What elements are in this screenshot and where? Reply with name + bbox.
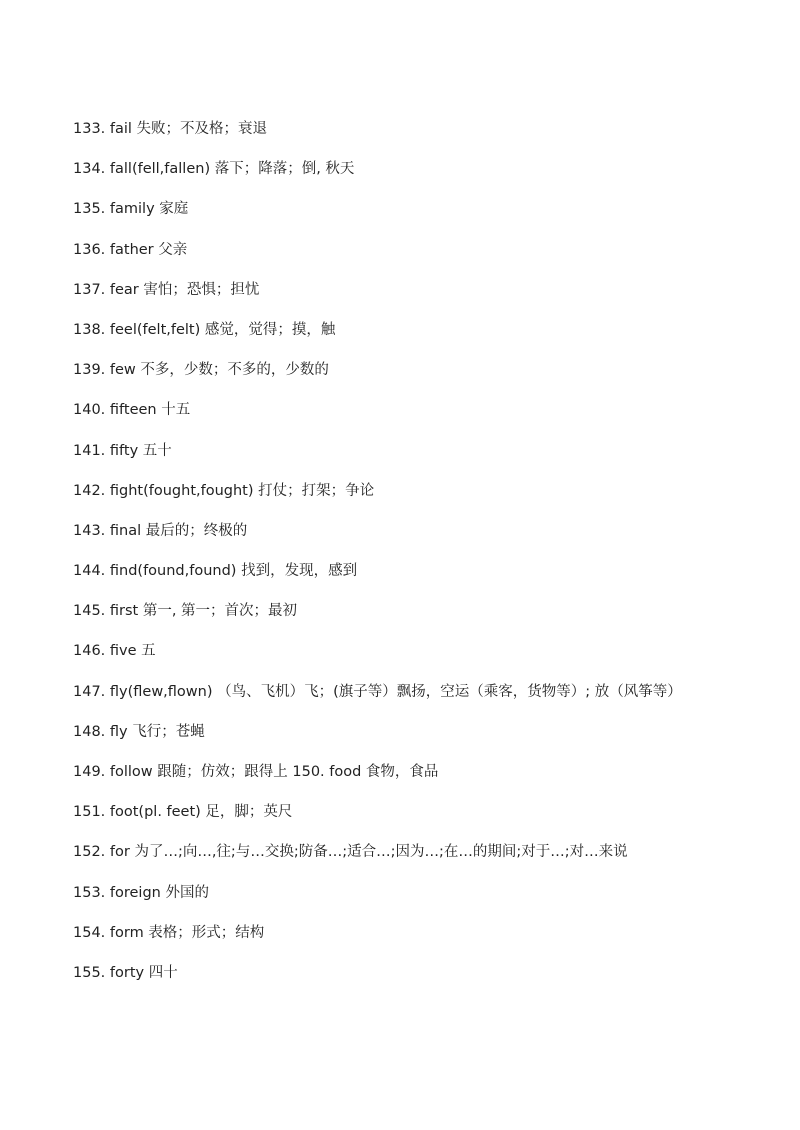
- vocabulary-entry: 155. forty 四十: [73, 964, 178, 981]
- vocabulary-entry: 145. first 第一, 第一；首次；最初: [73, 603, 298, 620]
- vocabulary-entry: 149. follow 跟随；仿效；跟得上 150. food 食物，食品: [73, 764, 439, 780]
- vocabulary-entry: 137. fear 害怕；恐惧；担忧: [73, 281, 260, 298]
- vocabulary-entry: 134. fall(fell,fallen) 落下；降落；倒, 秋天: [73, 161, 355, 178]
- vocabulary-entry: 136. father 父亲: [73, 241, 188, 258]
- vocabulary-entry: 154. form 表格；形式；结构: [73, 924, 265, 941]
- vocabulary-entry: 148. fly 飞行；苍蝇: [73, 723, 205, 740]
- vocabulary-entry: 138. feel(felt,felt) 感觉，觉得；摸，触: [73, 321, 336, 338]
- vocabulary-entry: 153. foreign 外国的: [73, 884, 209, 901]
- vocabulary-entry: 152. for 为了…;向…,往;与…交换;防备…;适合…;因为…;在…的期间;对于…;对…来说: [73, 844, 628, 861]
- vocabulary-entry: 147. fly(flew,flown) （鸟、飞机）飞；(旗子等）飘扬，空运（乘客，货物等）; 放（风筝等）: [73, 683, 682, 700]
- vocabulary-entry: 143. final 最后的；终极的: [73, 522, 248, 539]
- vocabulary-entry: 141. fifty 五十: [73, 442, 172, 459]
- vocabulary-entry: 133. fail 失败；不及格；衰退: [73, 121, 268, 137]
- vocabulary-entry: 151. foot(pl. feet) 足，脚；英尺: [73, 804, 293, 821]
- vocabulary-entry: 139. few 不多，少数；不多的，少数的: [73, 362, 329, 379]
- vocabulary-list: [73, 118, 773, 1002]
- vocabulary-entry: 146. five 五: [73, 643, 156, 660]
- vocabulary-entry: 135. family 家庭: [73, 201, 189, 218]
- vocabulary-entry: 144. find(found,found) 找到，发现，感到: [73, 563, 358, 580]
- vocabulary-entry: 140. fifteen 十五: [73, 402, 191, 419]
- vocabulary-entry: 142. fight(fought,fought) 打仗；打架；争论: [73, 482, 375, 499]
